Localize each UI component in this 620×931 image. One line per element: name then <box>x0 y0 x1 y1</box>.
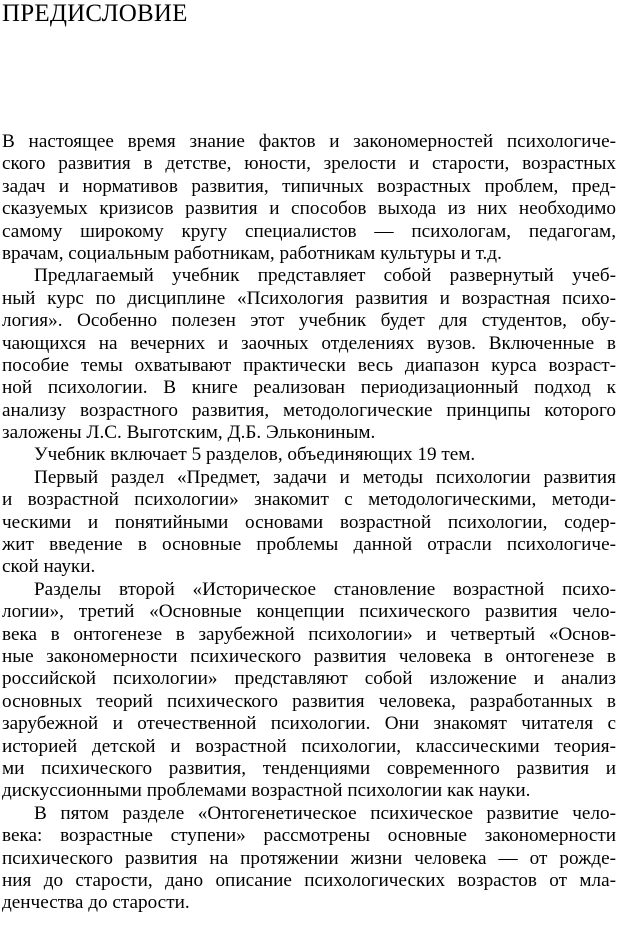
text-line: самому широкому кругу специалистов — психологам, педагогам, <box>2 220 616 242</box>
text-line: врачам, социальным работникам, работникам культуры и т.д. <box>2 242 502 264</box>
text-line: ния до старости, дано описание психологических возрастов от мла- <box>2 869 616 891</box>
text-line: жит введение в основные проблемы данной отрасли психологиче- <box>2 534 616 556</box>
text-line: зарубежной и отечественной психологии. Они знакомят читателя с <box>2 713 616 735</box>
page-title: ПРЕДИСЛОВИЕ <box>2 0 188 27</box>
text-line: психического развития на протяжении жизни человека — от рожде- <box>2 847 616 869</box>
text-line: чающихся на вечерних и заочных отделениях вузов. Включенные в <box>2 332 616 354</box>
body-text <box>2 131 616 915</box>
text-line: и возрастной психологии» знакомит с методологическими, методи- <box>2 489 616 511</box>
text-line: ми психического развития, тенденциями современного развития и <box>2 757 616 779</box>
text-line: логия». Особенно полезен этот учебник будет для студентов, обу- <box>2 310 616 332</box>
text-line: века: возрастные ступени» рассмотрены основные закономерности <box>2 825 616 847</box>
text-line: Предлагаемый учебник представляет собой развернутый учеб- <box>34 265 616 287</box>
text-line: основных теорий психического развития человека, разработанных в <box>2 690 616 712</box>
text-line: ской науки. <box>2 556 96 578</box>
text-line: ского развития в детстве, юности, зрелости и старости, возрастных <box>2 153 616 175</box>
text-line: ческими и понятийными основами возрастной психологии, содер- <box>2 511 616 533</box>
text-line: денчества до старости. <box>2 892 190 914</box>
text-line: века в онтогенезе в зарубежной психологии» и четвертый «Основ- <box>2 623 616 645</box>
text-line: историей детской и возрастной психологии, классическими теория- <box>2 735 616 757</box>
text-line: анализу возрастного развития, методологические принципы которого <box>2 399 616 421</box>
text-line: В пятом разделе «Онтогенетическое психическое развитие чело- <box>34 802 616 824</box>
text-line: Учебник включает 5 разделов, объединяющих 19 тем. <box>34 444 476 466</box>
text-line: пособие темы охватывают практически весь диапазон курса возраст- <box>2 354 616 376</box>
text-line: В настоящее время знание фактов и закономерностей психологиче- <box>2 131 616 152</box>
text-line: заложены Л.С. Выготским, Д.Б. Элькониным. <box>2 422 376 444</box>
text-line: логии», третий «Основные концепции психического развития чело- <box>2 601 616 623</box>
text-line: ные закономерности психического развития человека в онтогенезе в <box>2 645 616 667</box>
text-line: Первый раздел «Предмет, задачи и методы психологии развития <box>34 466 616 488</box>
text-line: российской психологии» представляют собой изложение и анализ <box>2 668 616 690</box>
text-line: сказуемых кризисов развития и способов выхода из них необходимо <box>2 198 616 220</box>
text-line: ной психологии. В книге реализован периодизационный подход к <box>2 377 616 399</box>
text-line: дискуссионными проблемами возрастной психологии как науки. <box>2 780 531 802</box>
text-line: задач и нормативов развития, типичных возрастных проблем, пред- <box>2 175 616 197</box>
text-line: Разделы второй «Историческое становление возрастной психо- <box>34 578 616 600</box>
text-line: ный курс по дисциплине «Психология развития и возрастная психо- <box>2 287 616 309</box>
